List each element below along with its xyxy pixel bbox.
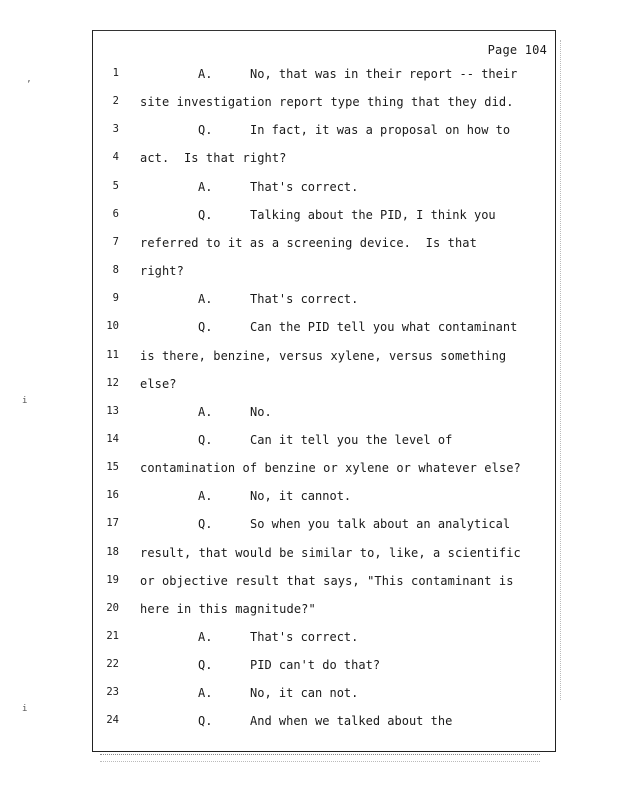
transcript-line xyxy=(93,67,555,87)
line-number: 22 xyxy=(106,658,119,671)
line-text: referred to it as a screening device. Is that xyxy=(140,235,477,250)
margin-mark: i xyxy=(22,704,28,714)
line-number: 24 xyxy=(106,714,119,727)
line-number: 16 xyxy=(106,489,119,502)
transcript-line xyxy=(93,95,555,115)
transcript-line xyxy=(93,405,555,425)
line-number: 20 xyxy=(106,601,119,614)
transcript-line xyxy=(93,264,555,284)
speaker-label: Q. xyxy=(198,658,213,673)
line-text: No, it can not. xyxy=(250,686,359,701)
line-text: No, that was in their report -- their xyxy=(250,67,518,81)
transcript-line xyxy=(93,377,555,397)
line-text: That's correct. xyxy=(250,179,359,194)
line-number: 14 xyxy=(106,432,119,445)
transcript-line xyxy=(93,349,555,369)
line-text: Can it tell you the level of xyxy=(250,432,453,447)
line-text: or objective result that says, "This contaminant is xyxy=(140,573,514,588)
transcript-line xyxy=(93,123,555,143)
line-text: site investigation report type thing that they did. xyxy=(140,95,514,110)
line-text: So when you talk about an analytical xyxy=(250,517,511,532)
transcript-line xyxy=(93,433,555,453)
line-text: No, it cannot. xyxy=(250,489,352,504)
line-text: is there, benzine, versus xylene, versus something xyxy=(140,348,507,363)
right-margin-ticks xyxy=(560,40,569,700)
speaker-label: A. xyxy=(198,489,213,504)
line-text: right? xyxy=(140,264,184,279)
transcript-line xyxy=(93,574,555,594)
speaker-label: A. xyxy=(198,404,213,419)
line-number: 18 xyxy=(106,545,119,558)
line-number: 15 xyxy=(106,461,119,474)
line-text: Can the PID tell you what contaminant xyxy=(250,320,518,335)
transcript-line xyxy=(93,630,555,650)
line-number: 23 xyxy=(106,686,119,699)
line-number: 3 xyxy=(112,123,119,136)
transcript-line xyxy=(93,292,555,312)
line-text: That's correct. xyxy=(250,630,359,644)
line-text: result, that would be similar to, like, a scientific xyxy=(140,545,521,560)
line-number: 7 xyxy=(112,235,119,248)
speaker-label: Q. xyxy=(198,123,213,138)
speaker-label: A. xyxy=(198,292,213,307)
speaker-label: A. xyxy=(198,179,213,194)
line-text: act. Is that right? xyxy=(140,151,287,166)
speaker-label: Q. xyxy=(198,432,213,447)
transcript-line xyxy=(93,151,555,171)
speaker-label: A. xyxy=(198,67,213,81)
page-number: Page 104 xyxy=(487,43,547,57)
line-number: 12 xyxy=(106,376,119,389)
line-text: Talking about the PID, I think you xyxy=(250,207,496,222)
speaker-label: A. xyxy=(198,686,213,701)
speaker-label: Q. xyxy=(198,517,213,532)
margin-mark: ’ xyxy=(26,80,32,90)
transcript-line xyxy=(93,546,555,566)
line-number: 9 xyxy=(112,292,119,305)
line-number: 4 xyxy=(112,151,119,164)
transcript-line xyxy=(93,517,555,537)
line-text: And when we talked about the xyxy=(250,714,453,729)
transcript-line xyxy=(93,714,555,734)
transcript-line xyxy=(93,686,555,706)
line-text: here in this magnitude?" xyxy=(140,601,316,616)
line-number: 13 xyxy=(106,404,119,417)
line-number: 5 xyxy=(112,179,119,192)
transcript-page xyxy=(92,30,556,752)
speaker-label: A. xyxy=(198,630,213,644)
line-number: 11 xyxy=(106,348,119,361)
transcript-line xyxy=(93,208,555,228)
line-text: PID can't do that? xyxy=(250,658,381,673)
line-text: else? xyxy=(140,376,177,391)
transcript-line xyxy=(93,602,555,622)
line-number: 1 xyxy=(112,67,119,79)
line-number: 10 xyxy=(106,320,119,333)
line-number: 17 xyxy=(106,517,119,530)
line-text: In fact, it was a proposal on how to xyxy=(250,123,511,138)
transcript-line xyxy=(93,461,555,481)
line-text: No. xyxy=(250,404,272,419)
footer-strip xyxy=(100,754,540,762)
line-number: 6 xyxy=(112,207,119,220)
transcript-line xyxy=(93,180,555,200)
speaker-label: Q. xyxy=(198,207,213,222)
transcript-line xyxy=(93,489,555,509)
line-number: 21 xyxy=(106,630,119,642)
transcript-line xyxy=(93,236,555,256)
transcript-line xyxy=(93,658,555,678)
line-number: 8 xyxy=(112,264,119,277)
line-number: 19 xyxy=(106,573,119,586)
speaker-label: Q. xyxy=(198,714,213,729)
transcript-line xyxy=(93,320,555,340)
margin-mark: i xyxy=(22,396,28,406)
speaker-label: Q. xyxy=(198,320,213,335)
line-number: 2 xyxy=(112,95,119,108)
line-text: contamination of benzine or xylene or whatever else? xyxy=(140,461,521,476)
line-text: That's correct. xyxy=(250,292,359,307)
